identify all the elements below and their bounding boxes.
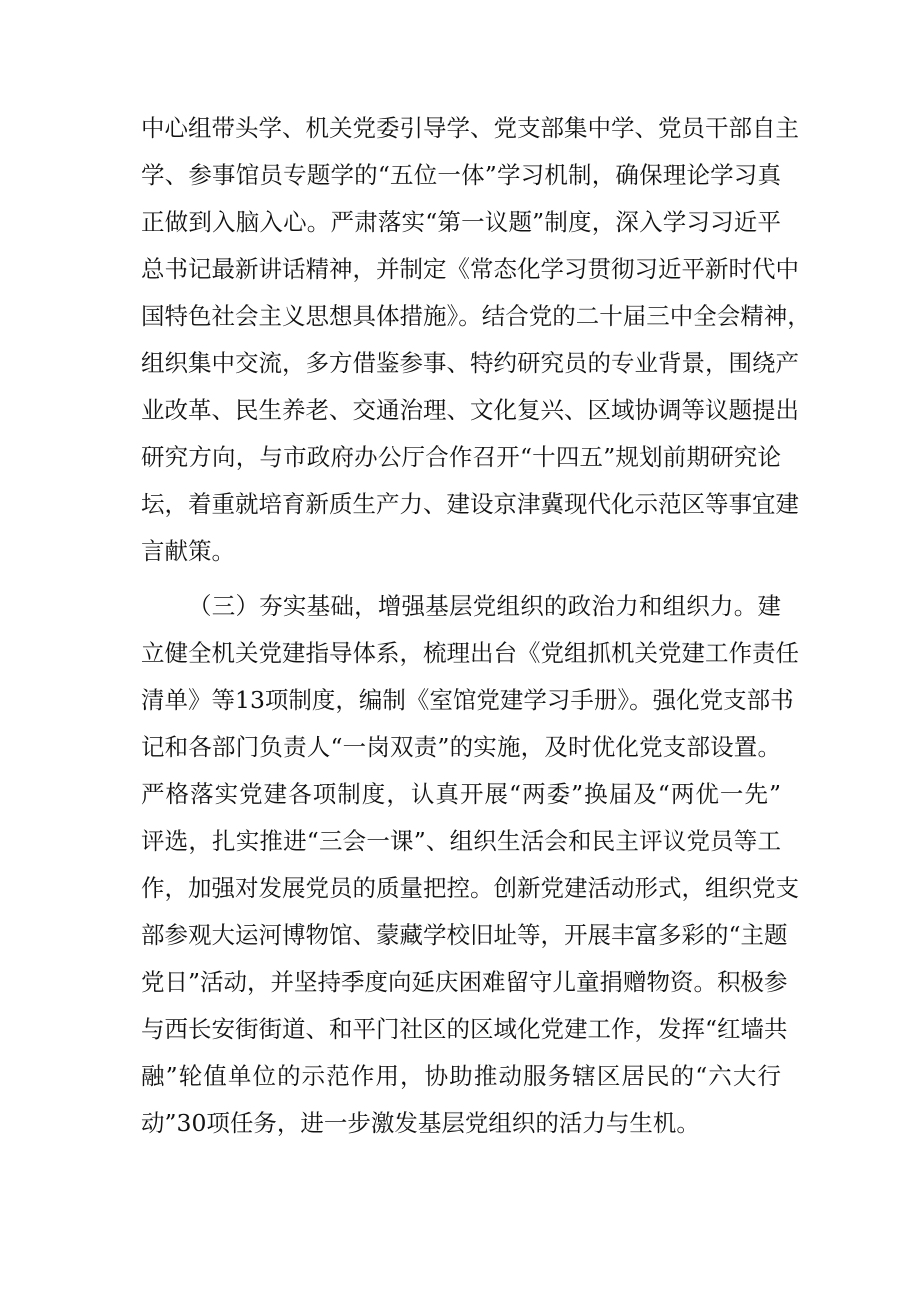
text-line: 评选，扎实推进“三会一课”、组织生活会和民主评议党员等工 <box>141 827 781 855</box>
text-line: 记和各部门负责人“一岗双责”的实施，及时优化党支部设置。 <box>141 733 781 761</box>
text-line: 与西长安街街道、和平门社区的区域化党建工作，发挥“红墙共 <box>141 1015 788 1043</box>
text-line: 正做到入脑入心。严肃落实“第一议题”制度，深入学习习近平 <box>141 208 781 236</box>
text-line: 严格落实党建各项制度，认真开展“两委”换届及“两优一先” <box>141 780 781 808</box>
section-heading-line: （三）夯实基础，增强基层党组织的政治力和组织力。建 <box>188 592 781 620</box>
text-line: 作，加强对发展党员的质量把控。创新党建活动形式，组织党支 <box>141 874 799 902</box>
text-line: 总书记最新讲话精神，并制定《常态化学习贯彻习近平新时代中 <box>141 255 799 283</box>
text-line: 坛，着重就培育新质生产力、建设京津冀现代化示范区等事宜建 <box>141 490 799 518</box>
text-line: 立健全机关党建指导体系，梳理出台《党组抓机关党建工作责任 <box>141 639 799 667</box>
text-line: 研究方向，与市政府办公厅合作召开“十四五”规划前期研究论 <box>141 443 781 471</box>
text-line: 中心组带头学、机关党委引导学、党支部集中学、党员干部自主 <box>141 114 799 142</box>
text-line: 学、参事馆员专题学的“五位一体”学习机制，确保理论学习真 <box>141 161 781 189</box>
text-line: 言献策。 <box>141 537 235 565</box>
text-line: 部参观大运河博物馆、蒙藏学校旧址等，开展丰富多彩的“主题 <box>141 921 788 949</box>
text-line: 业改革、民生养老、交通治理、文化复兴、区域协调等议题提出 <box>141 396 799 424</box>
text-line: 动”30项任务，进一步激发基层党组织的活力与生机。 <box>141 1109 700 1137</box>
text-line: 党日”活动，并坚持季度向延庆困难留守儿童捐赠物资。积极参 <box>141 968 788 996</box>
text-line: 国特色社会主义思想具体措施》。结合党的二十届三中全会精神， <box>141 302 811 330</box>
text-line: 融”轮值单位的示范作用，协助推动服务辖区居民的“六大行 <box>141 1062 781 1090</box>
text-line: 清单》等13项制度，编制《室馆党建学习手册》。强化党支部书 <box>141 686 794 714</box>
text-line: 组织集中交流，多方借鉴参事、特约研究员的专业背景，围绕产 <box>141 349 799 377</box>
